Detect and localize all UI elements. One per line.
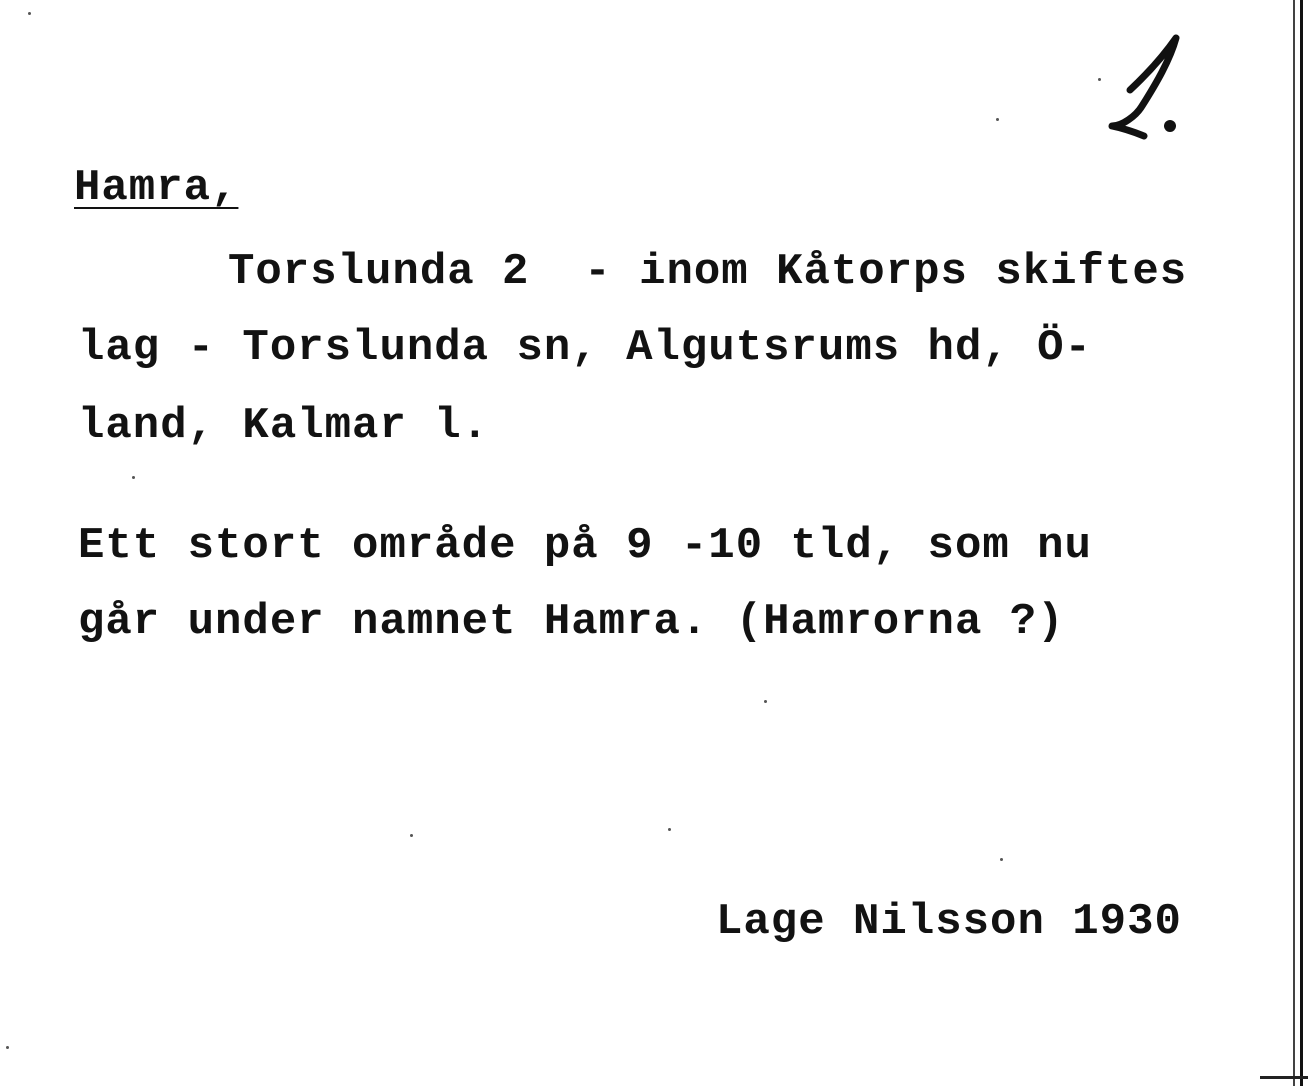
card-right-edge-shadow bbox=[1293, 0, 1295, 1086]
author-signature: Lage Nilsson 1930 bbox=[716, 897, 1182, 947]
scan-speck bbox=[410, 834, 413, 837]
card-right-edge bbox=[1300, 0, 1303, 1086]
body-line: Torslunda 2 - inom Kåtorps skiftes bbox=[228, 247, 1188, 297]
scan-speck bbox=[6, 1046, 9, 1049]
scan-speck bbox=[1000, 858, 1003, 861]
scan-speck bbox=[764, 700, 767, 703]
body-line: lag - Torslunda sn, Algutsrums hd, Ö- bbox=[78, 323, 1092, 373]
place-name-heading: Hamra, bbox=[74, 163, 239, 213]
scan-speck bbox=[1098, 78, 1101, 81]
handwritten-card-number bbox=[1100, 28, 1190, 148]
card-bottom-edge bbox=[1260, 1076, 1308, 1079]
scan-speck bbox=[668, 828, 671, 831]
body-line: går under namnet Hamra. (Hamrorna ?) bbox=[78, 597, 1065, 647]
body-line: land, Kalmar l. bbox=[78, 401, 490, 451]
scan-speck bbox=[996, 118, 999, 121]
body-line: Ett stort område på 9 -10 tld, som nu bbox=[78, 521, 1092, 571]
scan-speck bbox=[28, 12, 31, 15]
scan-speck bbox=[132, 476, 135, 479]
